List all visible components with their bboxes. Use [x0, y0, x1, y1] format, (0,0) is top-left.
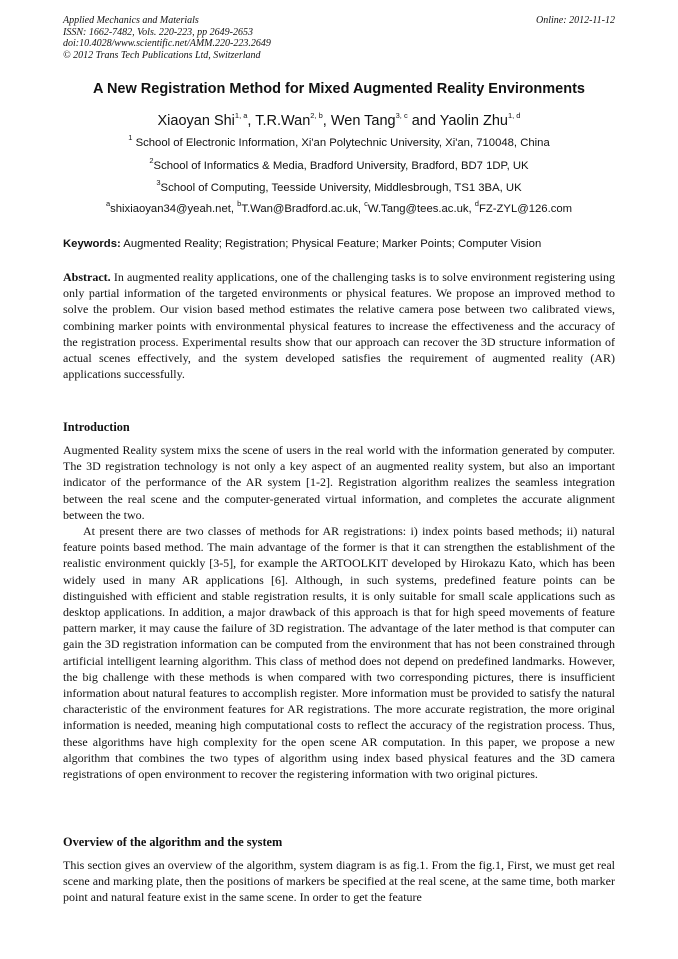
doi-line: doi:10.4028/www.scientific.net/AMM.220-223.2649 — [63, 38, 271, 49]
author-name: Wen Tang — [330, 113, 396, 129]
keywords-text: Augmented Reality; Registration; Physical Feature; Marker Points; Computer Vision — [120, 238, 542, 250]
author-sup: 2, b — [310, 111, 323, 121]
author-name: Yaolin Zhu — [439, 113, 508, 129]
author-sup: 1, a — [234, 111, 248, 121]
intro-paragraph-2: At present there are two classes of methods for AR registrations: i) index points based methods; ii) natural feature points based method. The main advantage of the former is that it can strengthen the establishment of the realistic environment quickly [3-5], for example the ARTOOLKIT developed by Hirokazu Kato, which has been widely used in many AR applications [6]. Although, in such systems, predefined feature points can be distinguished with efficient and stable registration results, it is only suitable for small scale applications such as desktop applications. In addition, a major drawback of this approach is that for high speed movements of feature pattern marker, it may cause the failure of 3D registration. The advantage of the later method is that computer can gain the 3D registration information can be computed from the environment that has not been constrained through artificial intelligent learning algorithm. This class of method does not depend on predefined landmarks. However, the big challenge with these methods is when compared with two corresponding pictures, there is insufficient information about natural features to accomplish register. More information must be provided to satisfy the natural characteristic of the environment features for AR registrations. The more accurate registration, the more original information is needed, meaning high computational costs to reflect the accuracy of the registration process. Thus, these algorithms have high complexity for the open scene AR computation. In this paper, we propose a new algorithm that combines the two types of algorithm using index based physical features and the 3D camera registrations of open environment to recover the registering information with two original pictures. — [63, 524, 615, 782]
publication-header — [63, 15, 615, 61]
issn-line: ISSN: 1662-7482, Vols. 220-223, pp 2649-2653 — [63, 26, 253, 38]
online-date: Online: 2012-11-12 — [536, 15, 615, 26]
email-link[interactable]: FZ-ZYL@126.com — [478, 203, 573, 215]
paper-title: A New Registration Method for Mixed Augmented Reality Environments — [93, 81, 585, 97]
abstract-section — [63, 269, 615, 382]
copyright-line: © 2012 Trans Tech Publications Ltd, Switzerland — [63, 49, 261, 61]
abstract-text: In augmented reality applications, one of the challenging tasks is to solve environment registering using only partial information of the targeted environments or physical features. We propose an improved method to solve the problem. Our vision based method estimates the relative camera pose between two calibrated views, combining marker points with environmental physical features to increase the effectiveness and the accuracy of the registration process. Experimental results show that our approach can recover the 3D structure information of actual scenes effectively, and the system developed satisfies the requirement of augmented reality (AR) applications successfully. — [63, 270, 615, 382]
author-name: T.R.Wan — [255, 113, 311, 129]
overview-section — [63, 857, 615, 906]
introduction-heading: Introduction — [63, 420, 130, 434]
keywords-line — [63, 238, 615, 250]
abstract-label: Abstract. — [63, 270, 111, 284]
email-list: $^a$shixiaoyan34@yeah.net, $^b$T.Wan@Bradford.ac.uk, $^c$W.Tang@tees.ac.uk, $^d$FZ-ZYL@126.com — [105, 199, 573, 215]
journal-name: Applied Mechanics and Materials — [63, 15, 199, 26]
overview-paragraph-1: This section gives an overview of the algorithm, system diagram is as fig.1. From the fig.1, First, we must get real scene and marking plate, then the positions of markers be specified at the real scene, at the same time, both marker point and natural feature exist in the same scene. In order to get the feature — [63, 858, 615, 905]
author-sup: 3, c — [395, 111, 408, 121]
email-link[interactable]: T.Wan@Bradford.ac.uk, — [241, 203, 365, 215]
author-name: Xiaoyan Shi — [157, 113, 235, 129]
author-list: Xiaoyan Shi$^{1, a}$, T.R.Wan$^{2, b}$, Wen Tang$^{3, c}$ and Yaolin Zhu$^{1, d}$ — [157, 111, 521, 129]
email-link[interactable]: W.Tang@tees.ac.uk, — [367, 203, 475, 215]
overview-heading: Overview of the algorithm and the system — [63, 835, 283, 849]
intro-paragraph-1: Augmented Reality system mixs the scene of users in the real world with the information generated by computer. The 3D registration technology is not only a key aspect of an augmented reality system, but also an important indicator of the performance of the AR system [1-2]. Registration algorithm realizes the seamless integration between the real scene and the computer-generated virtual information, and completes the accurate alignment between the two. — [63, 443, 615, 522]
affiliation-3: $^3$School of Computing, Teesside University, Middlesbrough, TS1 3BA, UK — [156, 178, 522, 194]
introduction-section — [63, 442, 615, 782]
email-link[interactable]: shixiaoyan34@yeah.net, — [110, 203, 238, 215]
affiliation-2: $^2$School of Informatics & Media, Bradford University, Bradford, BD7 1DP, UK — [149, 156, 529, 172]
author-sup: 1, d — [507, 111, 521, 121]
affiliation-1: $^1$ School of Electronic Information, Xi'an Polytechnic University, Xi'an, 710048, China — [128, 133, 550, 149]
keywords-label: Keywords: — [63, 238, 121, 250]
